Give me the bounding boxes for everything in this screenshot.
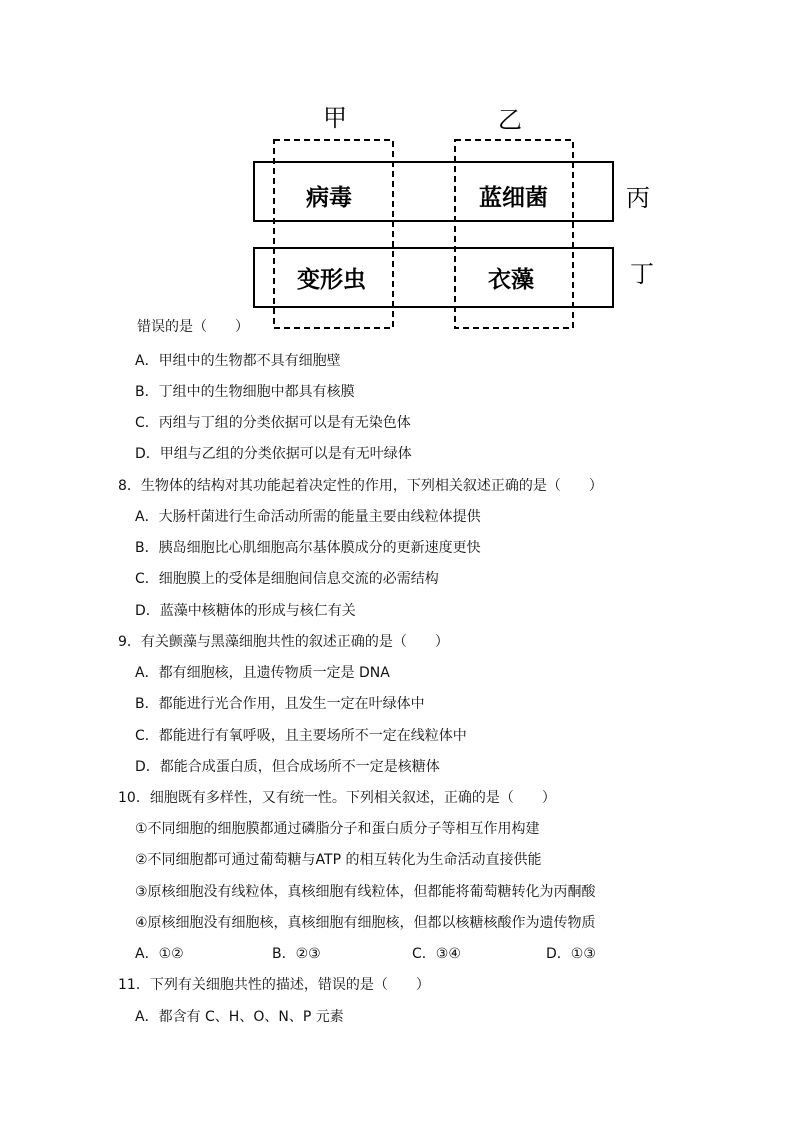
q10-choice-a: A．①② — [135, 946, 184, 962]
q10-statement-1: ①不同细胞的细胞膜都通过磷脂分子和蛋白质分子等相互作用构建 — [135, 821, 540, 837]
diagram-boxes — [0, 0, 794, 340]
q8-stem: 8．生物体的结构对其功能起着决定性的作用，下列相关叙述正确的是（ ） — [118, 478, 603, 494]
q10-choice-c: C．③④ — [412, 946, 461, 962]
q10-stem: 10．细胞既有多样性，又有统一性。下列相关叙述，正确的是（ ） — [118, 790, 556, 806]
col-label-yi: 乙 — [498, 106, 522, 134]
q8-option-c: C．细胞膜上的受体是细胞间信息交流的必需结构 — [135, 571, 439, 587]
q11-option-a: A．都含有 C、H、O、N、P 元素 — [135, 1009, 344, 1025]
q10-statement-2: ②不同细胞都可通过葡萄糖与ATP 的相互转化为生命活动直接供能 — [135, 852, 542, 868]
col-box-yi — [455, 140, 573, 328]
q7-option-d: D．甲组与乙组的分类依据可以是有无叶绿体 — [135, 446, 412, 462]
q10-statement-3: ③原核细胞没有线粒体，真核细胞有线粒体，但都能将葡萄糖转化为丙酮酸 — [135, 884, 596, 900]
q9-option-a: A．都有细胞核，且遗传物质一定是 DNA — [135, 665, 390, 681]
q10-statement-4: ④原核细胞没有细胞核，真核细胞有细胞核，但都以核糖核酸作为遗传物质 — [135, 915, 596, 931]
classification-diagram — [0, 0, 794, 340]
q7-stem-tail: 错误的是（ ） — [137, 319, 249, 335]
q11-stem: 11．下列有关细胞共性的描述，错误的是（ ） — [118, 977, 430, 993]
row-label-ding: 丁 — [630, 260, 654, 288]
row-label-bing: 丙 — [626, 184, 650, 212]
cell-amoeba: 变形虫 — [297, 266, 366, 293]
q7-option-c: C．丙组与丁组的分类依据可以是有无染色体 — [135, 415, 411, 431]
q8-option-a: A．大肠杆菌进行生命活动所需的能量主要由线粒体提供 — [135, 509, 481, 525]
q8-option-b: B．胰岛细胞比心肌细胞高尔基体膜成分的更新速度更快 — [135, 540, 481, 556]
q7-option-b: B．丁组中的生物细胞中都具有核膜 — [135, 384, 355, 400]
col-label-jia: 甲 — [323, 104, 347, 132]
cell-virus: 病毒 — [306, 184, 352, 211]
q7-option-a: A．甲组中的生物都不具有细胞壁 — [135, 353, 341, 369]
q10-choice-b: B．②③ — [272, 946, 321, 962]
col-box-jia — [274, 140, 393, 328]
q10-choices — [135, 945, 635, 963]
q9-option-b: B．都能进行光合作用，且发生一定在叶绿体中 — [135, 696, 425, 712]
cell-cyanobacteria: 蓝细菌 — [479, 184, 548, 211]
q9-option-c: C．都能进行有氧呼吸，且主要场所不一定在线粒体中 — [135, 728, 467, 744]
q9-stem: 9．有关颤藻与黑藻细胞共性的叙述正确的是（ ） — [118, 634, 449, 650]
q9-option-d: D．都能合成蛋白质，但合成场所不一定是核糖体 — [135, 759, 440, 775]
cell-chlamydomonas: 衣藻 — [488, 266, 534, 293]
q8-option-d: D．蓝藻中核糖体的形成与核仁有关 — [135, 603, 356, 619]
q10-choice-d: D．①③ — [546, 946, 596, 962]
